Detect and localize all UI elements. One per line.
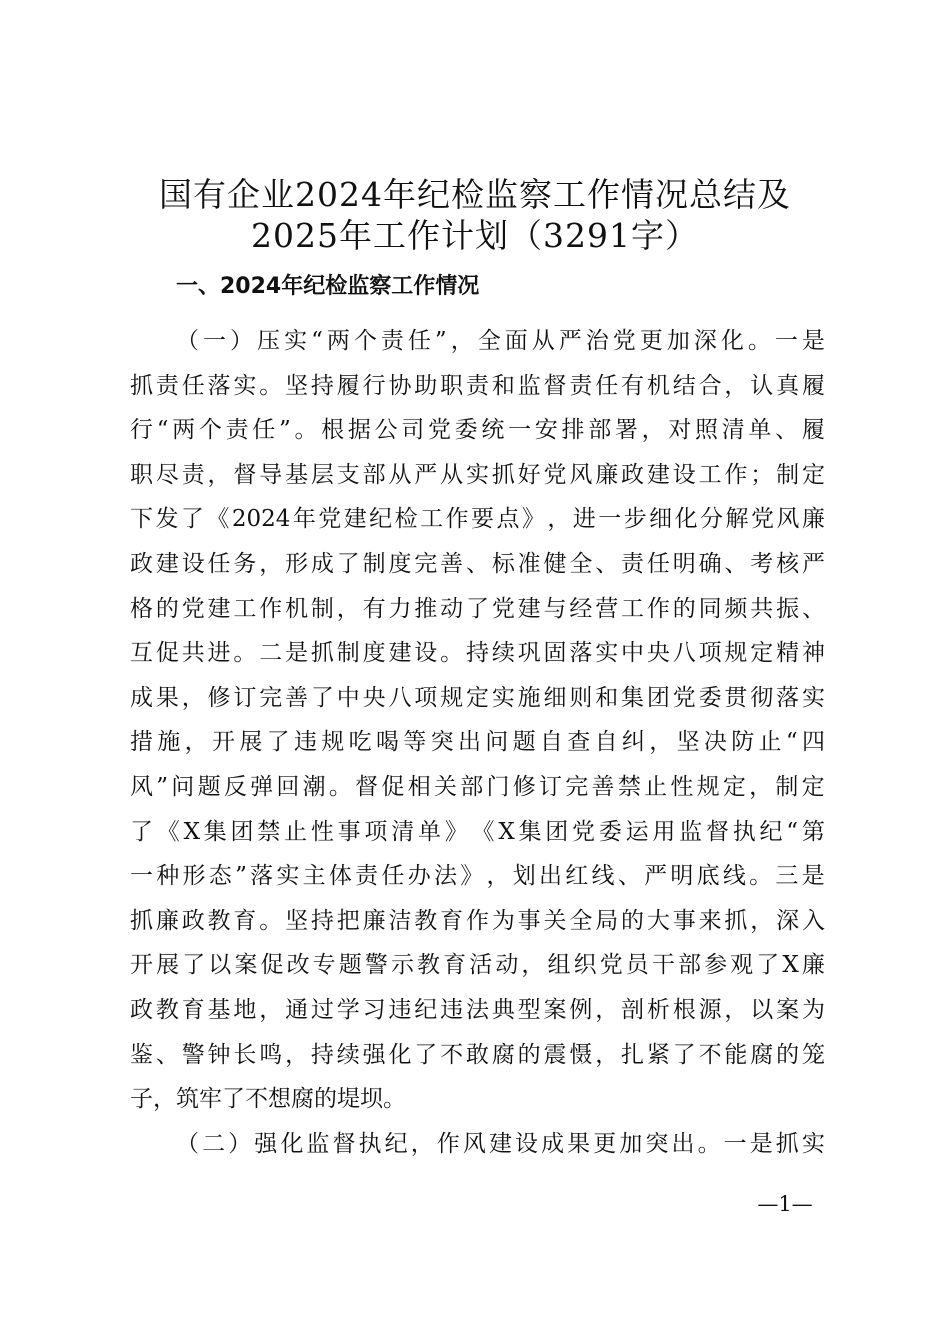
body-line: 了 《 X 集 团 禁 止 性 事 项 清 单 》 《 X 集 团 党 委 运 用 监 督 执 纪 “ 第 <box>130 818 825 845</box>
body-line: 抓 廉 政 教 育 。 坚 持 把 廉 洁 教 育 作 为 事 关 全 局 的 大 事 来 抓 ， 深 入 <box>130 907 825 934</box>
body-line: 政 教 育 基 地 ， 通 过 学 习 违 纪 违 法 典 型 案 例 ， 剖 析 根 源 ， 以 案 为 <box>130 997 825 1023</box>
body-line: 鉴 、 警 钟 长 鸣 ， 持 续 强 化 了 不 敢 腐 的 震 慑 ， 扎 紧 了 不 能 腐 的 笼 <box>130 1041 825 1068</box>
section-heading: 一、2024年纪检监察工作情况 <box>176 274 480 299</box>
page-number: —1— <box>757 1192 813 1216</box>
body-line: 下 发 了 《 2024 年 党 建 纪 检 工 作 要 点 》 ， 进 一 步 细 化 分 解 党 风 廉 <box>130 506 825 533</box>
body-line: 行 “ 两 个 责 任 ” 。 根 据 公 司 党 委 统 一 安 排 部 署 ， 对 照 清 单 、 履 <box>130 417 825 444</box>
title-line-1: 国有企业2024年纪检监察工作情况总结及 <box>159 175 791 214</box>
body-line: 措 施 ， 开 展 了 违 规 吃 喝 等 突 出 问 题 自 查 自 纠 ， 坚 决 防 止 “ 四 <box>130 729 825 756</box>
body-line: 职 尽 责 ， 督 导 基 层 支 部 从 严 从 实 抓 好 党 风 廉 政 建 设 工 作 ； 制 定 <box>130 461 825 488</box>
document-title <box>80 174 870 256</box>
body-line: 一 种 形 态 ” 落 实 主 体 责 任 办 法 》 ， 划 出 红 线 、 严 明 底 线 。 三 是 <box>130 863 825 890</box>
title-line-2: 2025年工作计划（3291字） <box>251 216 699 255</box>
body-line: 互 促 共 进 。 二 是 抓 制 度 建 设 。 持 续 巩 固 落 实 中 央 八 项 规 定 精 神 <box>130 640 825 667</box>
body-line: （ 一 ） 压 实 “ 两 个 责 任 ” ， 全 面 从 严 治 党 更 加 深 化 。 一 是 <box>176 328 825 354</box>
body-line: （ 二 ） 强 化 监 督 执 纪 ， 作 风 建 设 成 果 更 加 突 出 。 一 是 抓 实 <box>176 1130 825 1157</box>
body-line: 抓 责 任 落 实 。 坚 持 履 行 协 助 职 责 和 监 督 责 任 有 机 结 合 ， 认 真 履 <box>130 372 825 399</box>
body-line: 政 建 设 任 务 ， 形 成 了 制 度 完 善 、 标 准 健 全 、 责 任 明 确 、 考 核 严 <box>130 551 825 577</box>
body-line: 开 展 了 以 案 促 改 专 题 警 示 教 育 活 动 ， 组 织 党 员 干 部 参 观 了 X 廉 <box>130 952 825 979</box>
body-line: 风 ” 问 题 反 弹 回 潮 。 督 促 相 关 部 门 修 订 完 善 禁 止 性 规 定 ， 制 定 <box>130 774 825 800</box>
body-line: 子，筑牢了不想腐的堤坝。 <box>130 1086 406 1113</box>
body-line: 格 的 党 建 工 作 机 制 ， 有 力 推 动 了 党 建 与 经 营 工 作 的 同 频 共 振 、 <box>130 595 825 622</box>
body-line: 成 果 ， 修 订 完 善 了 中 央 八 项 规 定 实 施 细 则 和 集 团 党 委 贯 彻 落 实 <box>130 684 825 711</box>
